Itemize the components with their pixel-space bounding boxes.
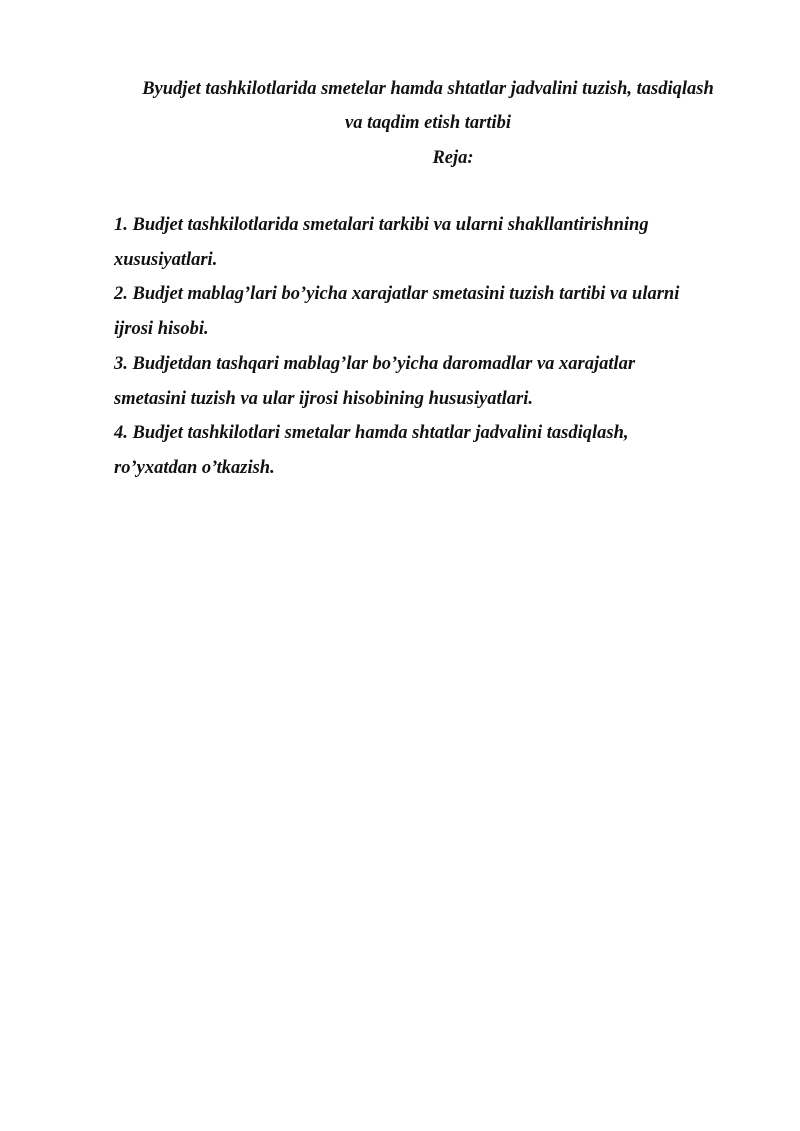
plan-list [114,208,754,486]
plan-item-2-line-2: ijrosi hisobi. [114,319,209,340]
plan-item-4-line-1: 4. Budjet tashkilotlari smetalar hamda shtatlar jadvalini tasdiqlash, [114,423,629,444]
document-title-line-1: Byudjet tashkilotlarida smetelar hamda shtatlar jadvalini tuzish, tasdiqlash [142,79,714,99]
plan-item-4-line-2: ro’yxatdan o’tkazish. [114,457,275,478]
plan-item-1-line-1: 1. Budjet tashkilotlarida smetalari tarkibi va ularni shakllantirishning [114,215,649,235]
plan-heading: Reja: [432,148,474,168]
plan-item-3-line-1: 3. Budjetdan tashqari mablag’lar bo’yicha daromadlar va xarajatlar [114,353,636,374]
document-title-line-2: va taqdim etish tartibi [345,113,511,133]
plan-item-2-line-1: 2. Budjet mablag’lari bo’yicha xarajatlar smetasini tuzish tartibi va ularni [114,284,680,305]
plan-item-1-line-2: xususiyatlari. [114,249,218,270]
plan-item-3-line-2: smetasini tuzish va ular ijrosi hisobining hususiyatlari. [114,388,533,409]
